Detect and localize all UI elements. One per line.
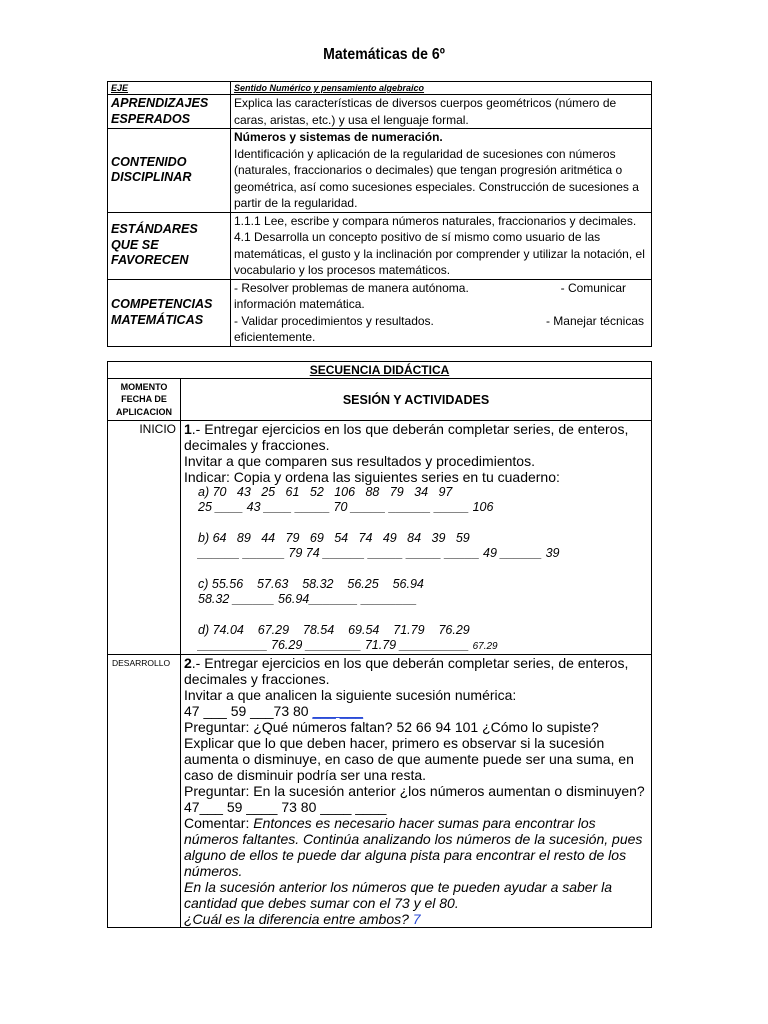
estandares-value (231, 212, 652, 279)
moment-header: MOMENTO FECHA DE APLICACION (108, 379, 181, 421)
sequence-header: SECUENCIA DIDÁCTICA (108, 362, 652, 379)
competencias-label: COMPETENCIAS MATEMÁTICAS (108, 279, 231, 346)
series-a: a) 70 43 25 61 52 106 88 79 34 97 (198, 485, 453, 499)
contenido-label: CONTENIDO DISCIPLINAR (108, 129, 231, 213)
row-desarrollo (108, 655, 652, 928)
row-eje (108, 82, 652, 95)
competencia-line-4: eficientemente. (234, 330, 316, 344)
desarrollo-label: DESARROLLO (108, 655, 181, 928)
competencia-line-2: información matemática. (234, 297, 365, 311)
eje-value: Sentido Numérico y pensamiento algebraico (231, 82, 652, 95)
series-b: b) 64 89 44 79 69 54 74 49 84 39 59 (198, 531, 470, 545)
contenido-value (231, 129, 652, 213)
contenido-text: Identificación y aplicación de la regularidad de sucesiones con números (naturales, fraccionarios o decimales) que tengan progresión aritmética o geométrica, así como sucesiones especiales. Construcción de sucesiones a partir de la regularidad. (234, 146, 639, 210)
row-competencias (108, 279, 652, 346)
sequence-table (107, 361, 652, 928)
competencias-value (231, 279, 652, 346)
row-inicio (108, 421, 652, 655)
aprendizajes-value: Explica las características de diversos cuerpos geométricos (número de caras, aristas, etc.) y usa el lenguaje formal. (231, 95, 652, 129)
page-title: Matemáticas de 6º (323, 46, 445, 63)
column-header-row (108, 379, 652, 421)
row-aprendizajes (108, 95, 652, 129)
series-c: c) 55.56 57.63 58.32 56.25 56.94 (198, 577, 424, 591)
contenido-heading: Números y sistemas de numeración. (234, 130, 443, 144)
inicio-label: INICIO (108, 421, 181, 655)
inicio-content: 1.- Entregar ejercicios en los que deberán completar series, de enteros, decimales y fracciones. Invitar a que comparen sus resultados y procedimientos. Indicar: Copia y ordena las siguientes series en tu cuaderno: a) 70 43 25 61 52 106 88 79 34 97 25 ____ 43 ____ _____ 70 _____ ______ _____ 106 b) 64 89 44 79 69 54 74 49 84 39 59 ______ ______ 79 74 ______ _____ _____ _____ 49 ______ 39 c) 55.56 57.63 58.32 56.25 56.94 58.32 ______ 56.94_______ ________ d) 74.04 67.29 78.54 69.54 71.79 76.29 __________ 76.29 ________ 71.79 __________ 67.29 (181, 421, 652, 655)
info-table (107, 81, 652, 347)
competencia-line-3: - Validar procedimientos y resultados. - Manejar técnicas (234, 313, 644, 328)
desarrollo-content: 2.- Entregar ejercicios en los que deberán completar series, de enteros, decimales y fracciones. Invitar a que analicen la siguiente sucesión numérica: 47 ___ 59 ___73 80 ___ ___ Preguntar: ¿Qué números faltan? 52 66 94 101 ¿Cómo lo supiste? Explicar que lo que deben hacer, primero es observar si la sucesión aumenta o disminuye, en caso de que aumente puede ser una suma, en caso de disminuir podría ser una resta. Preguntar: En la sucesión anterior ¿los números aumentan o disminuyen? 47___ 59 ____ 73 80 ____ ____ Comentar: Entonces es necesario hacer sumas para encontrar los números faltantes. Continúa analizando los números de la sucesión, pues alguno de ellos te puede dar alguna pista para encontrar el resto de los números. En la sucesión anterior los números que te pueden ayudar a saber la cantidad que debes sumar con el 73 y el 80. ¿Cuál es la diferencia entre ambos? 7 (181, 655, 652, 928)
estandar-2: 4.1 Desarrolla un concepto positivo de sí mismo como usuario de las matemáticas, el gusto y la inclinación por comprender y utilizar la notación, el vocabulario y los procesos matemáticos. (234, 230, 645, 277)
session-header: SESIÓN Y ACTIVIDADES (181, 379, 652, 421)
estandar-1: 1.1.1 Lee, escribe y compara números naturales, fraccionarios y decimales. (234, 213, 637, 228)
series-d: d) 74.04 67.29 78.54 69.54 71.79 76.29 (198, 623, 470, 637)
row-contenido (108, 129, 652, 213)
row-estandares (108, 212, 652, 279)
aprendizajes-label: APRENDIZAJES ESPERADOS (108, 95, 231, 129)
competencia-line-1: - Resolver problemas de manera autónoma. - Comunicar (234, 280, 626, 295)
eje-label: EJE (108, 82, 231, 95)
estandares-label: ESTÁNDARES QUE SE FAVORECEN (108, 212, 231, 279)
sequence-header-row (108, 362, 652, 379)
